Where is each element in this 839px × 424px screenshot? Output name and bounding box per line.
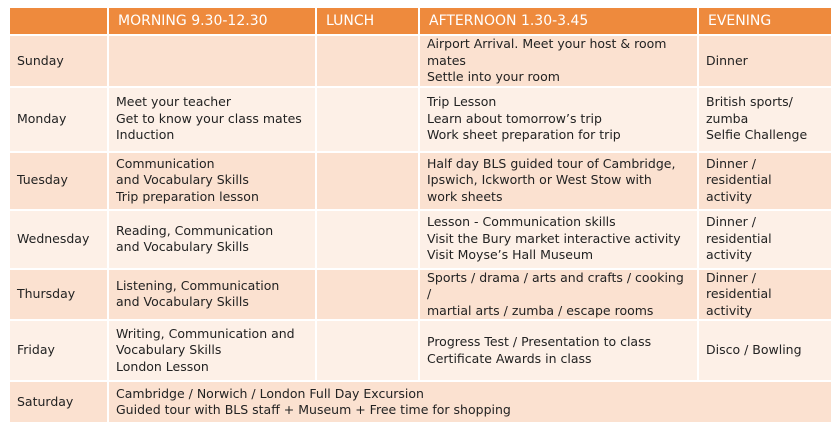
cell-line: Guided tour with BLS staff + Museum + Free time for shopping xyxy=(116,402,511,417)
morning-cell xyxy=(108,35,316,87)
lunch-cell xyxy=(316,152,419,210)
afternoon-cell xyxy=(419,320,698,381)
cell-line: Learn about tomorrow’s trip xyxy=(427,110,602,126)
cell-line: and Vocabulary Skills xyxy=(116,294,249,310)
cell-line: Visit Moyse’s Hall Museum xyxy=(427,247,594,263)
cell-line: work sheets xyxy=(427,188,503,204)
header-corner xyxy=(9,7,108,35)
cell-line: Airport Arrival. Meet your host & room mates xyxy=(427,36,667,68)
table-row xyxy=(9,210,832,269)
lunch-cell xyxy=(316,320,419,381)
afternoon-cell xyxy=(419,269,698,321)
cell-line: and Vocabulary Skills xyxy=(116,239,249,254)
lunch-cell xyxy=(316,87,419,152)
morning-cell xyxy=(108,320,316,381)
day-cell: Monday xyxy=(9,87,108,152)
cell-line: Trip Lesson xyxy=(427,94,497,110)
cell-line: Selfie Challenge xyxy=(706,127,808,143)
cell-line: Dinner / residential xyxy=(706,269,772,301)
table-row xyxy=(9,87,832,152)
header-afternoon: AFTERNOON 1.30-3.45 xyxy=(419,7,698,35)
cell-line: and Vocabulary Skills xyxy=(116,172,249,188)
header-lunch: LUNCH xyxy=(316,7,419,35)
evening-cell xyxy=(698,320,832,381)
timetable xyxy=(8,6,833,424)
day-cell: Tuesday xyxy=(9,152,108,210)
cell-line: Get to know your class mates xyxy=(116,110,302,126)
cell-line: Cambridge / Norwich / London Full Day Excursion xyxy=(116,385,424,401)
cell-line: Sports / drama / arts and crafts / cooking / xyxy=(427,269,684,301)
saturday-activity-cell xyxy=(108,381,832,423)
cell-line: Progress Test / Presentation to class xyxy=(427,334,652,349)
table-row xyxy=(9,35,832,87)
afternoon-cell xyxy=(419,35,698,87)
lunch-cell xyxy=(316,35,419,87)
morning-cell xyxy=(108,269,316,321)
cell-line: activity xyxy=(706,247,753,263)
evening-cell xyxy=(698,269,832,321)
table-row xyxy=(9,269,832,321)
cell-line: Writing, Communication and xyxy=(116,325,295,341)
header-row xyxy=(9,7,832,35)
cell-line: Listening, Communication xyxy=(116,277,280,293)
cell-line: Dinner / residential xyxy=(706,214,772,246)
day-cell: Wednesday xyxy=(9,210,108,269)
cell-line: Trip preparation lesson xyxy=(116,188,259,204)
cell-line: London Lesson xyxy=(116,358,209,374)
header-morning: MORNING 9.30-12.30 xyxy=(108,7,316,35)
cell-line: Dinner xyxy=(706,52,748,68)
evening-cell xyxy=(698,35,832,87)
cell-line: Disco / Bowling xyxy=(706,342,802,358)
afternoon-cell xyxy=(419,87,698,152)
cell-line: Settle into your room xyxy=(427,69,560,84)
day-cell: Thursday xyxy=(9,269,108,321)
cell-line: Visit the Bury market interactive activity xyxy=(427,230,681,246)
day-cell: Sunday xyxy=(9,35,108,87)
lunch-cell xyxy=(316,269,419,321)
morning-cell xyxy=(108,87,316,152)
cell-line: Dinner / residential xyxy=(706,155,772,188)
table-row-saturday xyxy=(9,381,832,423)
morning-cell xyxy=(108,152,316,210)
day-cell: Saturday xyxy=(9,381,108,423)
afternoon-cell xyxy=(419,152,698,210)
evening-cell xyxy=(698,152,832,210)
lunch-cell xyxy=(316,210,419,269)
cell-line: Work sheet preparation for trip xyxy=(427,127,621,143)
afternoon-cell xyxy=(419,210,698,269)
table-row xyxy=(9,320,832,381)
cell-line: martial arts / zumba / escape rooms xyxy=(427,302,654,318)
day-cell: Friday xyxy=(9,320,108,381)
cell-line: Meet your teacher xyxy=(116,94,231,110)
evening-cell xyxy=(698,87,832,152)
cell-line: Lesson - Communication skills xyxy=(427,214,616,230)
table-row xyxy=(9,152,832,210)
cell-line: Half day BLS guided tour of Cambridge, xyxy=(427,155,676,171)
cell-line: Induction xyxy=(116,127,175,143)
cell-line: Ipswich, Ickworth or West Stow with xyxy=(427,172,652,188)
cell-line: activity xyxy=(706,188,753,204)
cell-line: activity xyxy=(706,302,753,318)
cell-line: Vocabulary Skills xyxy=(116,342,222,358)
cell-line: British sports/ zumba xyxy=(706,94,793,126)
morning-cell xyxy=(108,210,316,269)
cell-line: Communication xyxy=(116,155,215,171)
cell-line: Certificate Awards in class xyxy=(427,350,592,366)
header-evening: EVENING xyxy=(698,7,832,35)
evening-cell xyxy=(698,210,832,269)
cell-line: Reading, Communication xyxy=(116,222,274,238)
